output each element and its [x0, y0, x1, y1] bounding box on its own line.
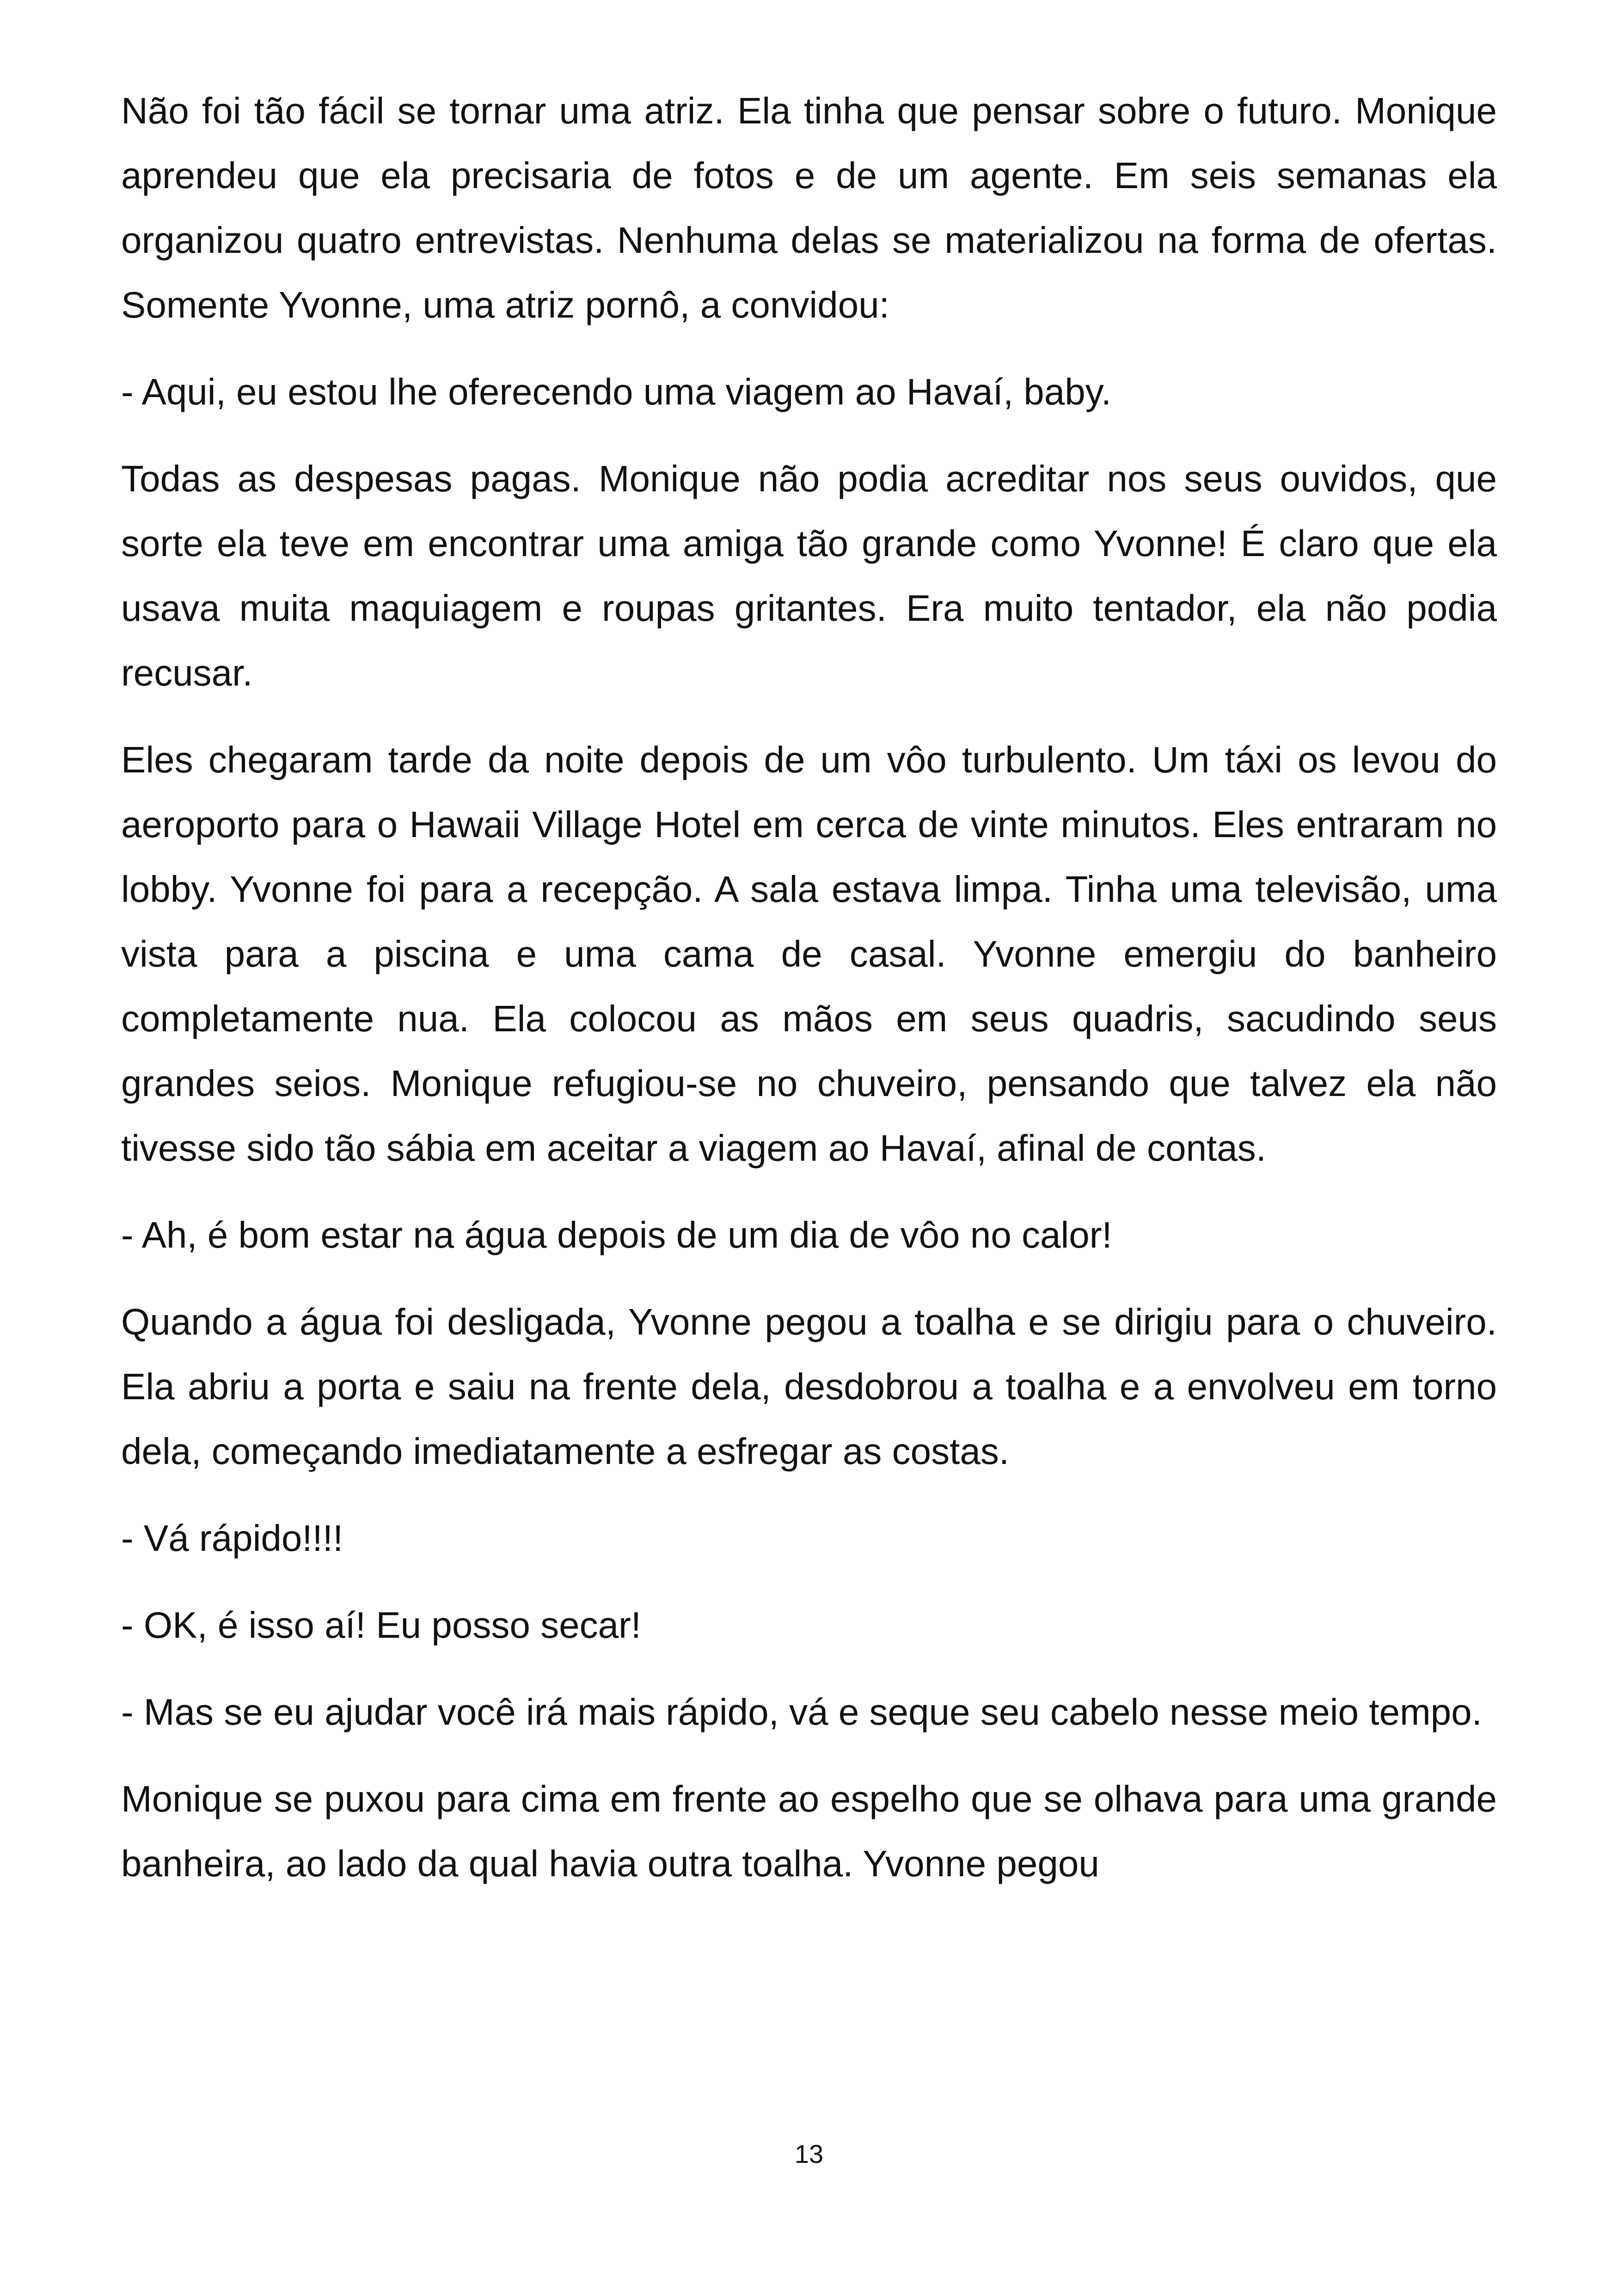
body-text [121, 79, 1497, 1918]
paragraph: Quando a água foi desligada, Yvonne pegou a toalha e se dirigiu para o chuveiro. Ela abriu a porta e saiu na frente dela, desdobrou a toalha e a envolveu em torno dela, começando imediatamente a esfregar as costas. [121, 1301, 1497, 1472]
page-number: 13 [794, 2139, 824, 2168]
paragraph: Eles chegaram tarde da noite depois de um vôo turbulento. Um táxi os levou do aeroporto para o Hawaii Village Hotel em cerca de vinte minutos. Eles entraram no lobby. Yvonne foi para a recepção. A sala estava limpa. Tinha uma televisão, uma vista para a piscina e uma cama de casal. Yvonne emergiu do banheiro completamente nua. Ela colocou as mãos em seus quadris, sacudindo seus grandes seios. Monique refugiou-se no chuveiro, pensando que talvez ela não tivesse sido tão sábia em aceitar a viagem ao Havaí, afinal de contas. [121, 739, 1497, 1169]
paragraph: Não foi tão fácil se tornar uma atriz. Ela tinha que pensar sobre o futuro. Monique aprendeu que ela precisaria de fotos e de um agente. Em seis semanas ela organizou quatro entrevistas. Nenhuma delas se materializou na forma de ofertas. Somente Yvonne, uma atriz pornô, a convidou: [121, 90, 1497, 325]
paragraph: - Mas se eu ajudar você irá mais rápido, vá e seque seu cabelo nesse meio tempo. [121, 1691, 1482, 1733]
paragraph: - Aqui, eu estou lhe oferecendo uma viagem ao Havaí, baby. [121, 371, 1112, 412]
paragraph: Monique se puxou para cima em frente ao espelho que se olhava para uma grande banheira, ao lado da qual havia outra toalha. Yvonne pegou [121, 1778, 1497, 1884]
paragraph: Todas as despesas pagas. Monique não podia acreditar nos seus ouvidos, que sorte ela teve em encontrar uma amiga tão grande como Yvonne! É claro que ela usava muita maquiagem e roupas gritantes. Era muito tentador, ela não podia recusar. [121, 458, 1497, 693]
paragraph: - Vá rápido!!!! [121, 1518, 343, 1559]
paragraph: - OK, é isso aí! Eu posso secar! [121, 1604, 641, 1646]
paragraph: - Ah, é bom estar na água depois de um dia de vôo no calor! [121, 1214, 1112, 1255]
